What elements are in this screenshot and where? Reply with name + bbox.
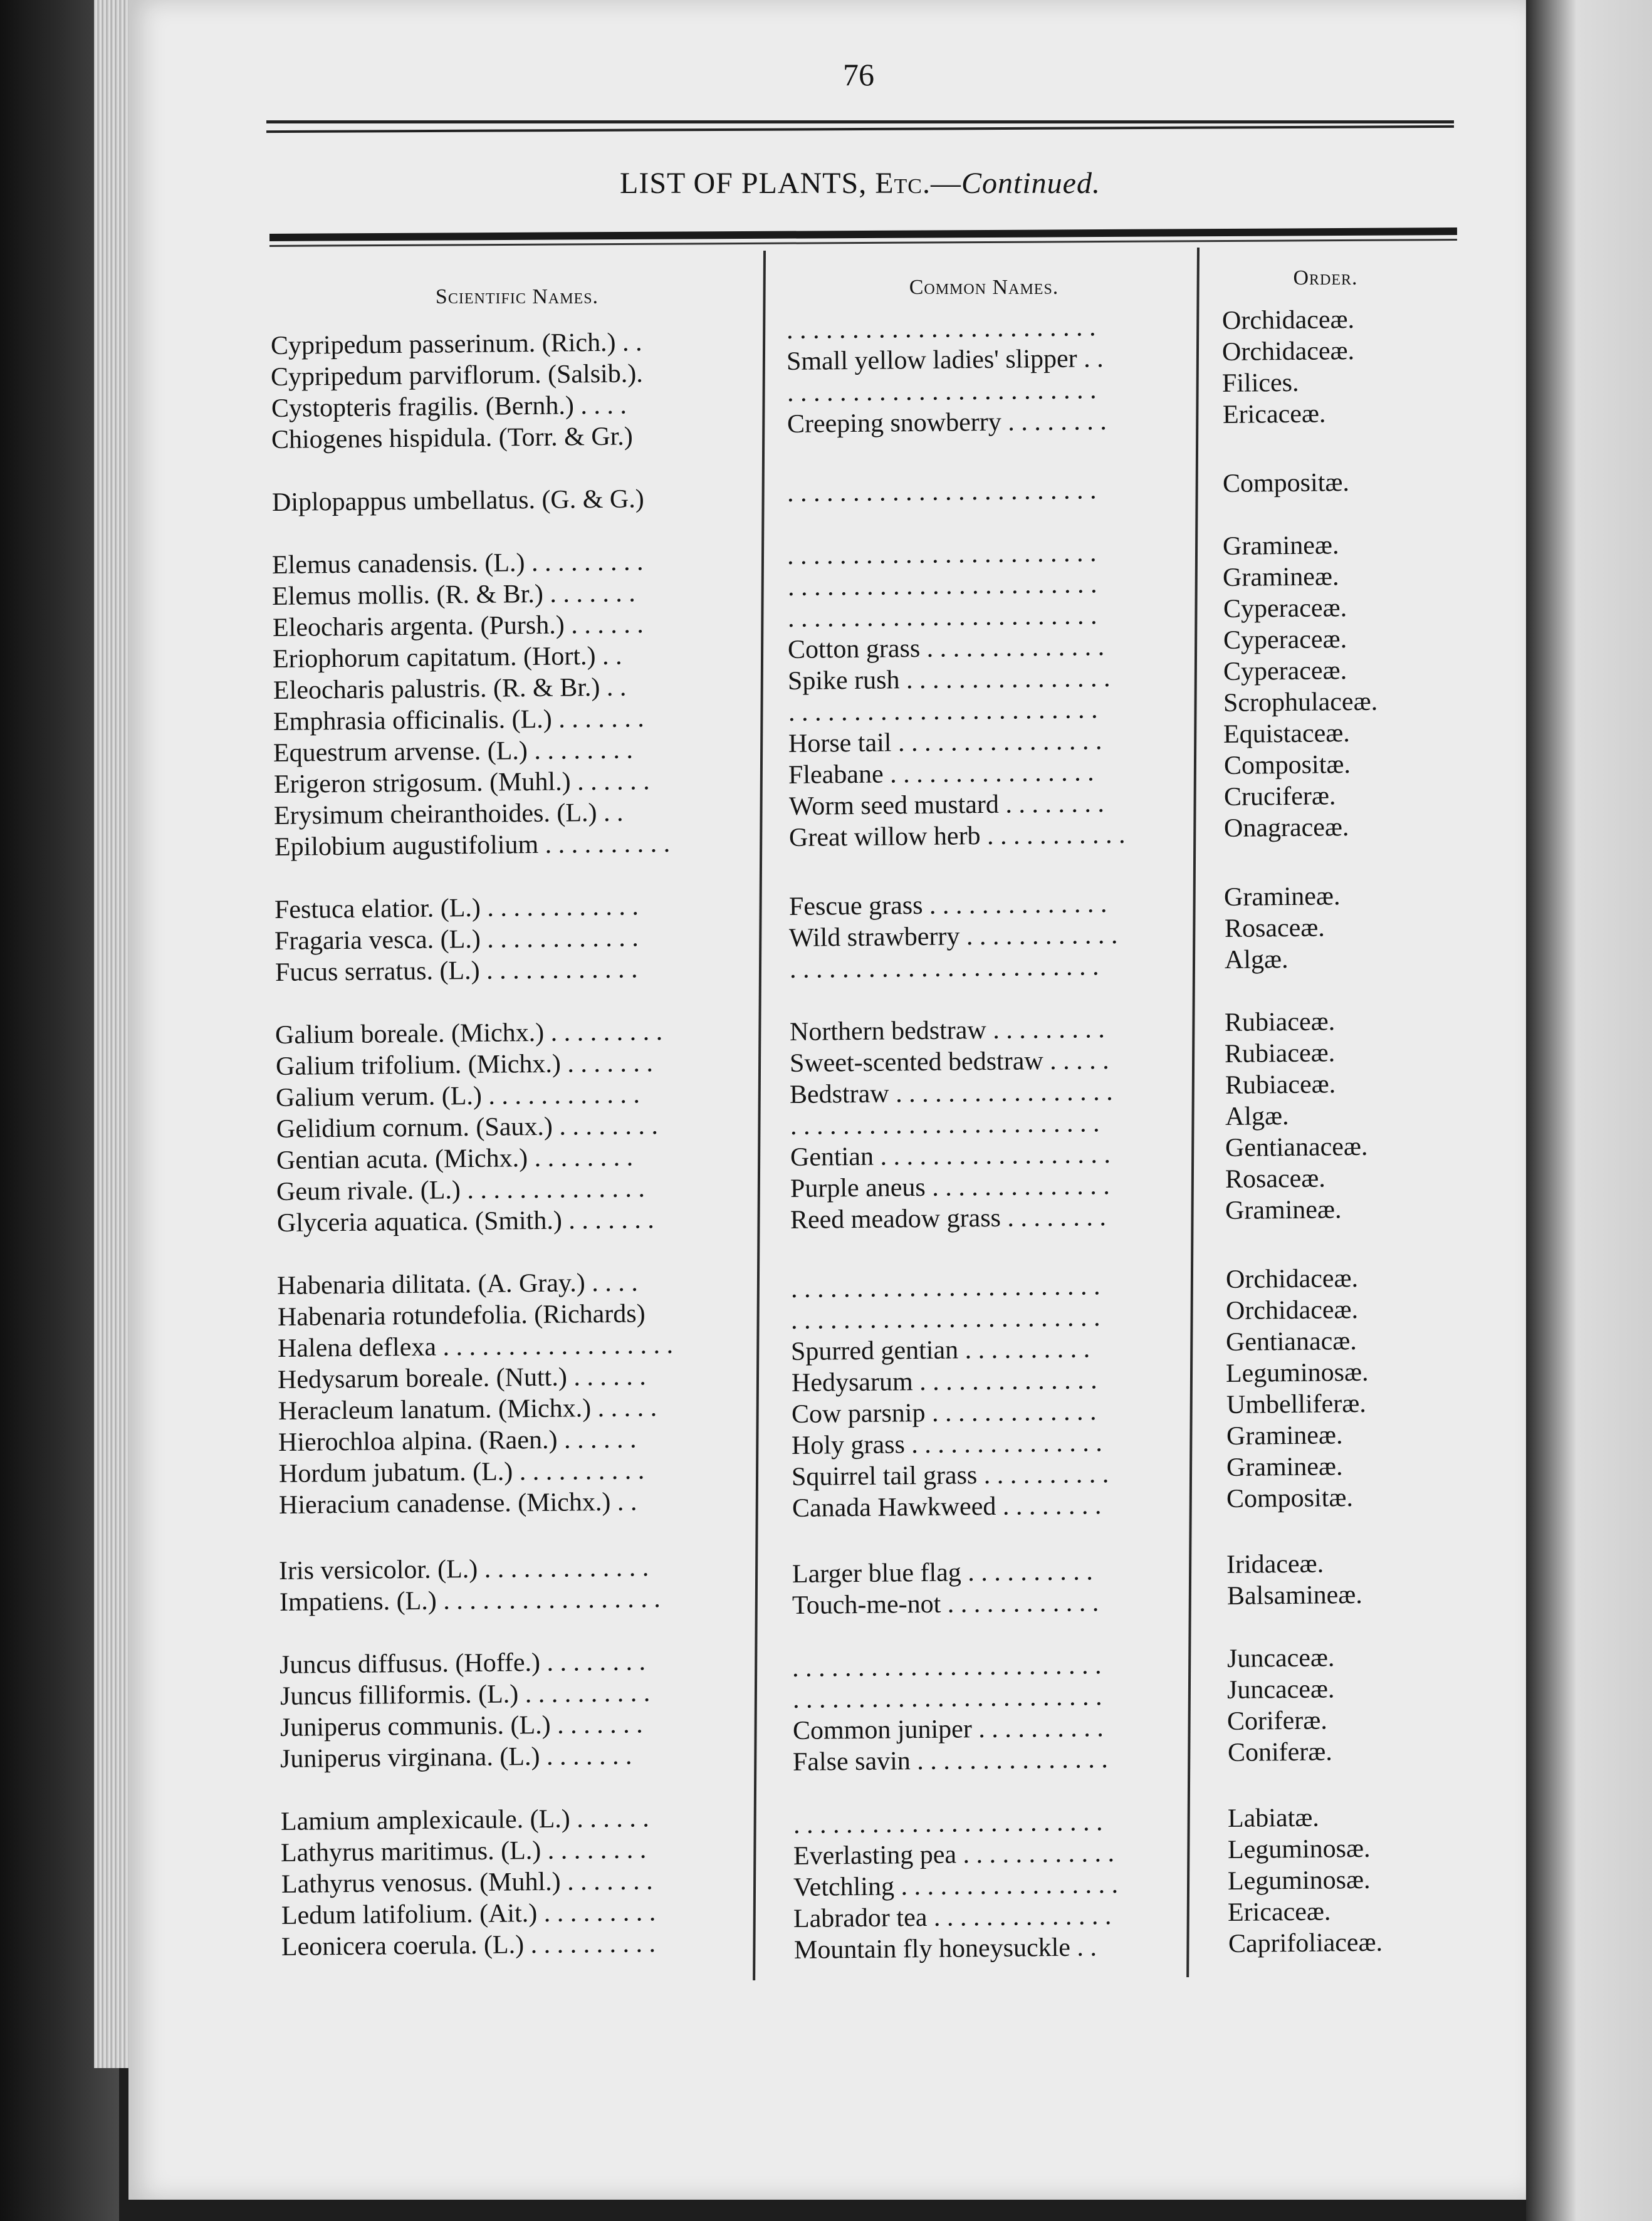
row-scientific-name: Eleocharis palustris. (R. & Br.) . . xyxy=(273,672,627,705)
page-number: 76 xyxy=(843,57,874,92)
row-order-name: Scrophulaceæ. xyxy=(1223,687,1378,718)
row-common-name: . . . . . . . . . . . . . . . . . . . . . . . . xyxy=(789,952,1099,984)
row-order-name: Rubiaceæ. xyxy=(1225,1070,1336,1100)
row-common-name: Fescue grass . . . . . . . . . . . . . . xyxy=(788,889,1107,921)
row-scientific-name: Lathyrus maritimus. (L.) . . . . . . . . xyxy=(280,1835,647,1868)
row-order-name: Rubiaceæ. xyxy=(1225,1038,1336,1069)
row-order-name: Compositæ. xyxy=(1226,1483,1354,1513)
row-common-name: . . . . . . . . . . . . . . . . . . . . . . . . xyxy=(792,1682,1102,1714)
heading-etc: Etc. xyxy=(875,167,931,200)
row-order-name: Caprifoliaceæ. xyxy=(1228,1928,1383,1958)
row-common-name: . . . . . . . . . . . . . . . . . . . . . . . . xyxy=(793,1807,1103,1839)
row-scientific-name: Eleocharis argenta. (Pursh.) . . . . . . xyxy=(272,610,644,642)
row-common-name: Gentian . . . . . . . . . . . . . . . . . . xyxy=(790,1140,1111,1172)
row-common-name: Reed meadow grass . . . . . . . . xyxy=(790,1203,1107,1235)
row-scientific-name: Elemus mollis. (R. & Br.) . . . . . . . xyxy=(272,578,636,611)
row-common-name: Vetchling . . . . . . . . . . . . . . . . . xyxy=(793,1870,1119,1902)
row-common-name: . . . . . . . . . . . . . . . . . . . . . . . . xyxy=(787,601,1097,633)
row-scientific-name: Galium trifolium. (Michx.) . . . . . . . xyxy=(275,1048,653,1081)
row-order-name: Gramineæ. xyxy=(1225,1195,1342,1225)
row-common-name: Hedysarum . . . . . . . . . . . . . . xyxy=(791,1366,1097,1398)
row-common-name: False savin . . . . . . . . . . . . . . . xyxy=(793,1745,1109,1777)
row-common-name: . . . . . . . . . . . . . . . . . . . . . . . . xyxy=(788,695,1098,727)
row-order-name: Compositæ. xyxy=(1222,468,1349,498)
row-common-name: Cotton grass . . . . . . . . . . . . . . xyxy=(787,632,1105,664)
row-scientific-name: Cystopteris fragilis. (Bernh.) . . . . xyxy=(271,390,627,423)
row-scientific-name: Lathyrus venosus. (Muhl.) . . . . . . . xyxy=(281,1866,653,1899)
row-scientific-name: Juncus diffusus. (Hoffe.) . . . . . . . . xyxy=(279,1647,646,1680)
row-scientific-name: Diplopappus umbellatus. (G. & G.) xyxy=(271,484,644,517)
row-common-name: Wild strawberry . . . . . . . . . . . . xyxy=(789,920,1118,953)
row-common-name: Spike rush . . . . . . . . . . . . . . . . xyxy=(788,664,1111,696)
row-common-name: Holy grass . . . . . . . . . . . . . . . xyxy=(791,1428,1103,1460)
row-scientific-name: Juncus filliformis. (L.) . . . . . . . . . . xyxy=(280,1678,651,1711)
row-scientific-name: Habenaria dilitata. (A. Gray.) . . . . xyxy=(276,1268,639,1300)
row-order-name: Orchidaceæ. xyxy=(1221,336,1355,367)
row-order-name: Gramineæ. xyxy=(1223,562,1340,592)
row-common-name: Canada Hawkweed . . . . . . . . xyxy=(792,1491,1102,1523)
row-scientific-name: Ledum latifolium. (Ait.) . . . . . . . . . xyxy=(281,1898,656,1930)
row-scientific-name: Erysimum cheiranthoides. (L.) . . xyxy=(274,798,624,830)
row-order-name: Algæ. xyxy=(1225,1102,1289,1131)
row-scientific-name: Habenaria rotundefolia. (Richards) xyxy=(277,1299,646,1332)
row-common-name: Northern bedstraw . . . . . . . . . xyxy=(789,1015,1105,1047)
row-common-name: . . . . . . . . . . . . . . . . . . . . . . . . xyxy=(787,538,1097,570)
row-common-name: Spurred gentian . . . . . . . . . . xyxy=(791,1334,1090,1366)
row-common-name: Everlasting pea . . . . . . . . . . . . xyxy=(793,1839,1115,1871)
row-scientific-name: Galium boreale. (Michx.) . . . . . . . . . xyxy=(275,1017,663,1050)
row-order-name: Leguminosæ. xyxy=(1227,1865,1371,1896)
row-order-name: Orchidaceæ. xyxy=(1225,1295,1359,1325)
column-header-common: Common Names. xyxy=(909,276,1059,299)
row-common-name: . . . . . . . . . . . . . . . . . . . . . . . . xyxy=(790,1272,1100,1304)
row-scientific-name: Galium verum. (L.) . . . . . . . . . . . . xyxy=(275,1080,640,1112)
heading-continued: Continued. xyxy=(961,167,1100,200)
row-scientific-name: Hordum jubatum. (L.) . . . . . . . . . . xyxy=(278,1456,645,1488)
row-common-name: . . . . . . . . . . . . . . . . . . . . . . . . xyxy=(787,476,1097,508)
row-common-name: . . . . . . . . . . . . . . . . . . . . . . . . xyxy=(790,1109,1100,1141)
row-order-name: Orchidaceæ. xyxy=(1225,1263,1358,1294)
row-order-name: Leguminosæ. xyxy=(1226,1357,1369,1388)
row-order-name: Gramineæ. xyxy=(1224,882,1341,912)
row-scientific-name: Halena deflexa . . . . . . . . . . . . . . . . . . xyxy=(277,1330,674,1363)
row-scientific-name: Erigeron strigosum. (Muhl.) . . . . . . xyxy=(273,766,650,799)
column-header-scientific: Scientific Names. xyxy=(435,285,599,308)
row-common-name: . . . . . . . . . . . . . . . . . . . . . . . . xyxy=(787,375,1097,407)
row-order-name: Leguminosæ. xyxy=(1227,1834,1371,1864)
row-scientific-name: Epilobium augustifolium . . . . . . . . . . xyxy=(274,828,671,862)
row-scientific-name: Heracleum lanatum. (Michx.) . . . . . xyxy=(278,1393,657,1426)
row-scientific-name: Fragaria vesca. (L.) . . . . . . . . . . . . xyxy=(274,923,639,956)
row-common-name: Bedstraw . . . . . . . . . . . . . . . . . xyxy=(790,1077,1114,1109)
row-order-name: Cyperaceæ. xyxy=(1223,593,1347,624)
row-scientific-name: Emphrasia officinalis. (L.) . . . . . . . xyxy=(273,704,645,736)
row-order-name: Cyperaceæ. xyxy=(1223,656,1347,686)
row-common-name: Great willow herb . . . . . . . . . . . xyxy=(788,820,1126,852)
row-order-name: Umbelliferæ. xyxy=(1226,1389,1366,1419)
heading-dash: — xyxy=(930,167,961,200)
row-scientific-name: Iris versicolor. (L.) . . . . . . . . . . . . . xyxy=(279,1553,649,1586)
row-common-name: . . . . . . . . . . . . . . . . . . . . . . . . xyxy=(787,570,1097,602)
row-order-name: Gramineæ. xyxy=(1226,1421,1343,1451)
row-order-name: Rosaceæ. xyxy=(1225,1164,1326,1194)
row-scientific-name: Cypripedum parviflorum. (Salsib.). xyxy=(271,359,644,392)
row-common-name: Common juniper . . . . . . . . . . xyxy=(792,1713,1104,1745)
row-order-name: Labiatæ. xyxy=(1227,1803,1319,1833)
row-scientific-name: Fucus serratus. (L.) . . . . . . . . . . . . xyxy=(274,954,638,987)
row-scientific-name: Equestrum arvense. (L.) . . . . . . . . xyxy=(273,735,634,768)
row-scientific-name: Elemus canadensis. (L.) . . . . . . . . . xyxy=(271,547,644,580)
row-order-name: Gramineæ. xyxy=(1226,1452,1343,1482)
row-common-name: Horse tail . . . . . . . . . . . . . . . . xyxy=(788,726,1102,758)
row-order-name: Compositæ. xyxy=(1223,750,1351,780)
row-scientific-name: Geum rivale. (L.) . . . . . . . . . . . . . . xyxy=(276,1174,646,1206)
row-common-name: Fleabane . . . . . . . . . . . . . . . . xyxy=(788,758,1095,790)
row-order-name: Rosaceæ. xyxy=(1224,913,1325,943)
row-scientific-name: Eriophorum capitatum. (Hort.) . . xyxy=(273,641,622,674)
row-order-name: Coriferæ. xyxy=(1227,1706,1328,1736)
row-scientific-name: Lamium amplexicaule. (L.) . . . . . . xyxy=(280,1804,649,1836)
row-order-name: Ericaceæ. xyxy=(1228,1897,1332,1927)
row-common-name: Larger blue flag . . . . . . . . . . xyxy=(792,1557,1093,1589)
row-order-name: Ericaceæ. xyxy=(1222,399,1326,429)
row-order-name: Iridaceæ. xyxy=(1226,1549,1324,1579)
row-common-name: Mountain fly honeysuckle . . xyxy=(793,1933,1097,1965)
row-common-name: Worm seed mustard . . . . . . . . xyxy=(788,789,1104,821)
row-common-name: Sweet-scented bedstraw . . . . . xyxy=(789,1046,1110,1078)
row-common-name: Creeping snowberry . . . . . . . . xyxy=(787,407,1107,439)
row-order-name: Gramineæ. xyxy=(1222,531,1339,561)
row-order-name: Coniferæ. xyxy=(1227,1737,1332,1767)
row-scientific-name: Chiogenes hispidula. (Torr. & Gr.) xyxy=(271,422,634,454)
row-scientific-name: Juniperus communis. (L.) . . . . . . . xyxy=(280,1710,643,1742)
row-order-name: Balsamineæ. xyxy=(1226,1580,1362,1611)
row-order-name: Equistaceæ. xyxy=(1223,719,1351,749)
row-order-name: Filices. xyxy=(1222,368,1300,398)
row-common-name: Squirrel tail grass . . . . . . . . . . xyxy=(792,1460,1109,1492)
row-scientific-name: Festuca elatior. (L.) . . . . . . . . . . . . xyxy=(274,892,639,924)
row-common-name: Purple aneus . . . . . . . . . . . . . . xyxy=(790,1171,1111,1203)
row-order-name: Orchidaceæ. xyxy=(1221,305,1355,335)
row-common-name: Touch-me-not . . . . . . . . . . . . xyxy=(792,1588,1099,1620)
row-scientific-name: Gelidium cornum. (Saux.) . . . . . . . . xyxy=(276,1111,658,1144)
row-scientific-name: Leonicera coerula. (L.) . . . . . . . . . . xyxy=(281,1929,656,1962)
row-scientific-name: Hedysarum boreale. (Nutt.) . . . . . . xyxy=(278,1362,647,1394)
heading-main: LIST OF PLANTS, xyxy=(620,167,876,200)
row-scientific-name: Cypripedum passerinum. (Rich.) . . xyxy=(270,328,642,360)
row-order-name: Gentianacæ. xyxy=(1225,1326,1357,1357)
row-order-name: Gentianaceæ. xyxy=(1225,1132,1368,1163)
row-order-name: Algæ. xyxy=(1224,945,1289,975)
row-common-name: . . . . . . . . . . . . . . . . . . . . . . . . xyxy=(786,313,1096,345)
row-order-name: Cruciferæ. xyxy=(1223,781,1336,812)
row-scientific-name: Juniperus virginana. (L.) . . . . . . . xyxy=(280,1741,633,1774)
row-scientific-name: Impatiens. (L.) . . . . . . . . . . . . . . . . . xyxy=(279,1584,661,1617)
row-order-name: Cyperaceæ. xyxy=(1223,625,1347,655)
column-header-order: Order. xyxy=(1293,266,1358,290)
row-scientific-name: Gentian acuta. (Michx.) . . . . . . . . xyxy=(276,1142,634,1175)
row-common-name: Labrador tea . . . . . . . . . . . . . . xyxy=(793,1901,1112,1933)
row-scientific-name: Glyceria aquatica. (Smith.) . . . . . . . xyxy=(276,1205,654,1238)
row-common-name: . . . . . . . . . . . . . . . . . . . . . . . . xyxy=(790,1303,1100,1335)
row-order-name: Onagraceæ. xyxy=(1223,813,1349,843)
row-scientific-name: Hierochloa alpina. (Raen.) . . . . . . xyxy=(278,1424,637,1457)
row-common-name: Small yellow ladies' slipper . . xyxy=(787,344,1104,376)
row-common-name: Cow parsnip . . . . . . . . . . . . . xyxy=(791,1397,1097,1429)
row-order-name: Juncaceæ. xyxy=(1226,1643,1335,1673)
row-common-name: . . . . . . . . . . . . . . . . . . . . . . . . xyxy=(792,1651,1102,1683)
row-scientific-name: Hieracium canadense. (Michx.) . . xyxy=(278,1487,637,1520)
row-order-name: Rubiaceæ. xyxy=(1224,1007,1336,1037)
row-order-name: Juncaceæ. xyxy=(1226,1675,1335,1705)
